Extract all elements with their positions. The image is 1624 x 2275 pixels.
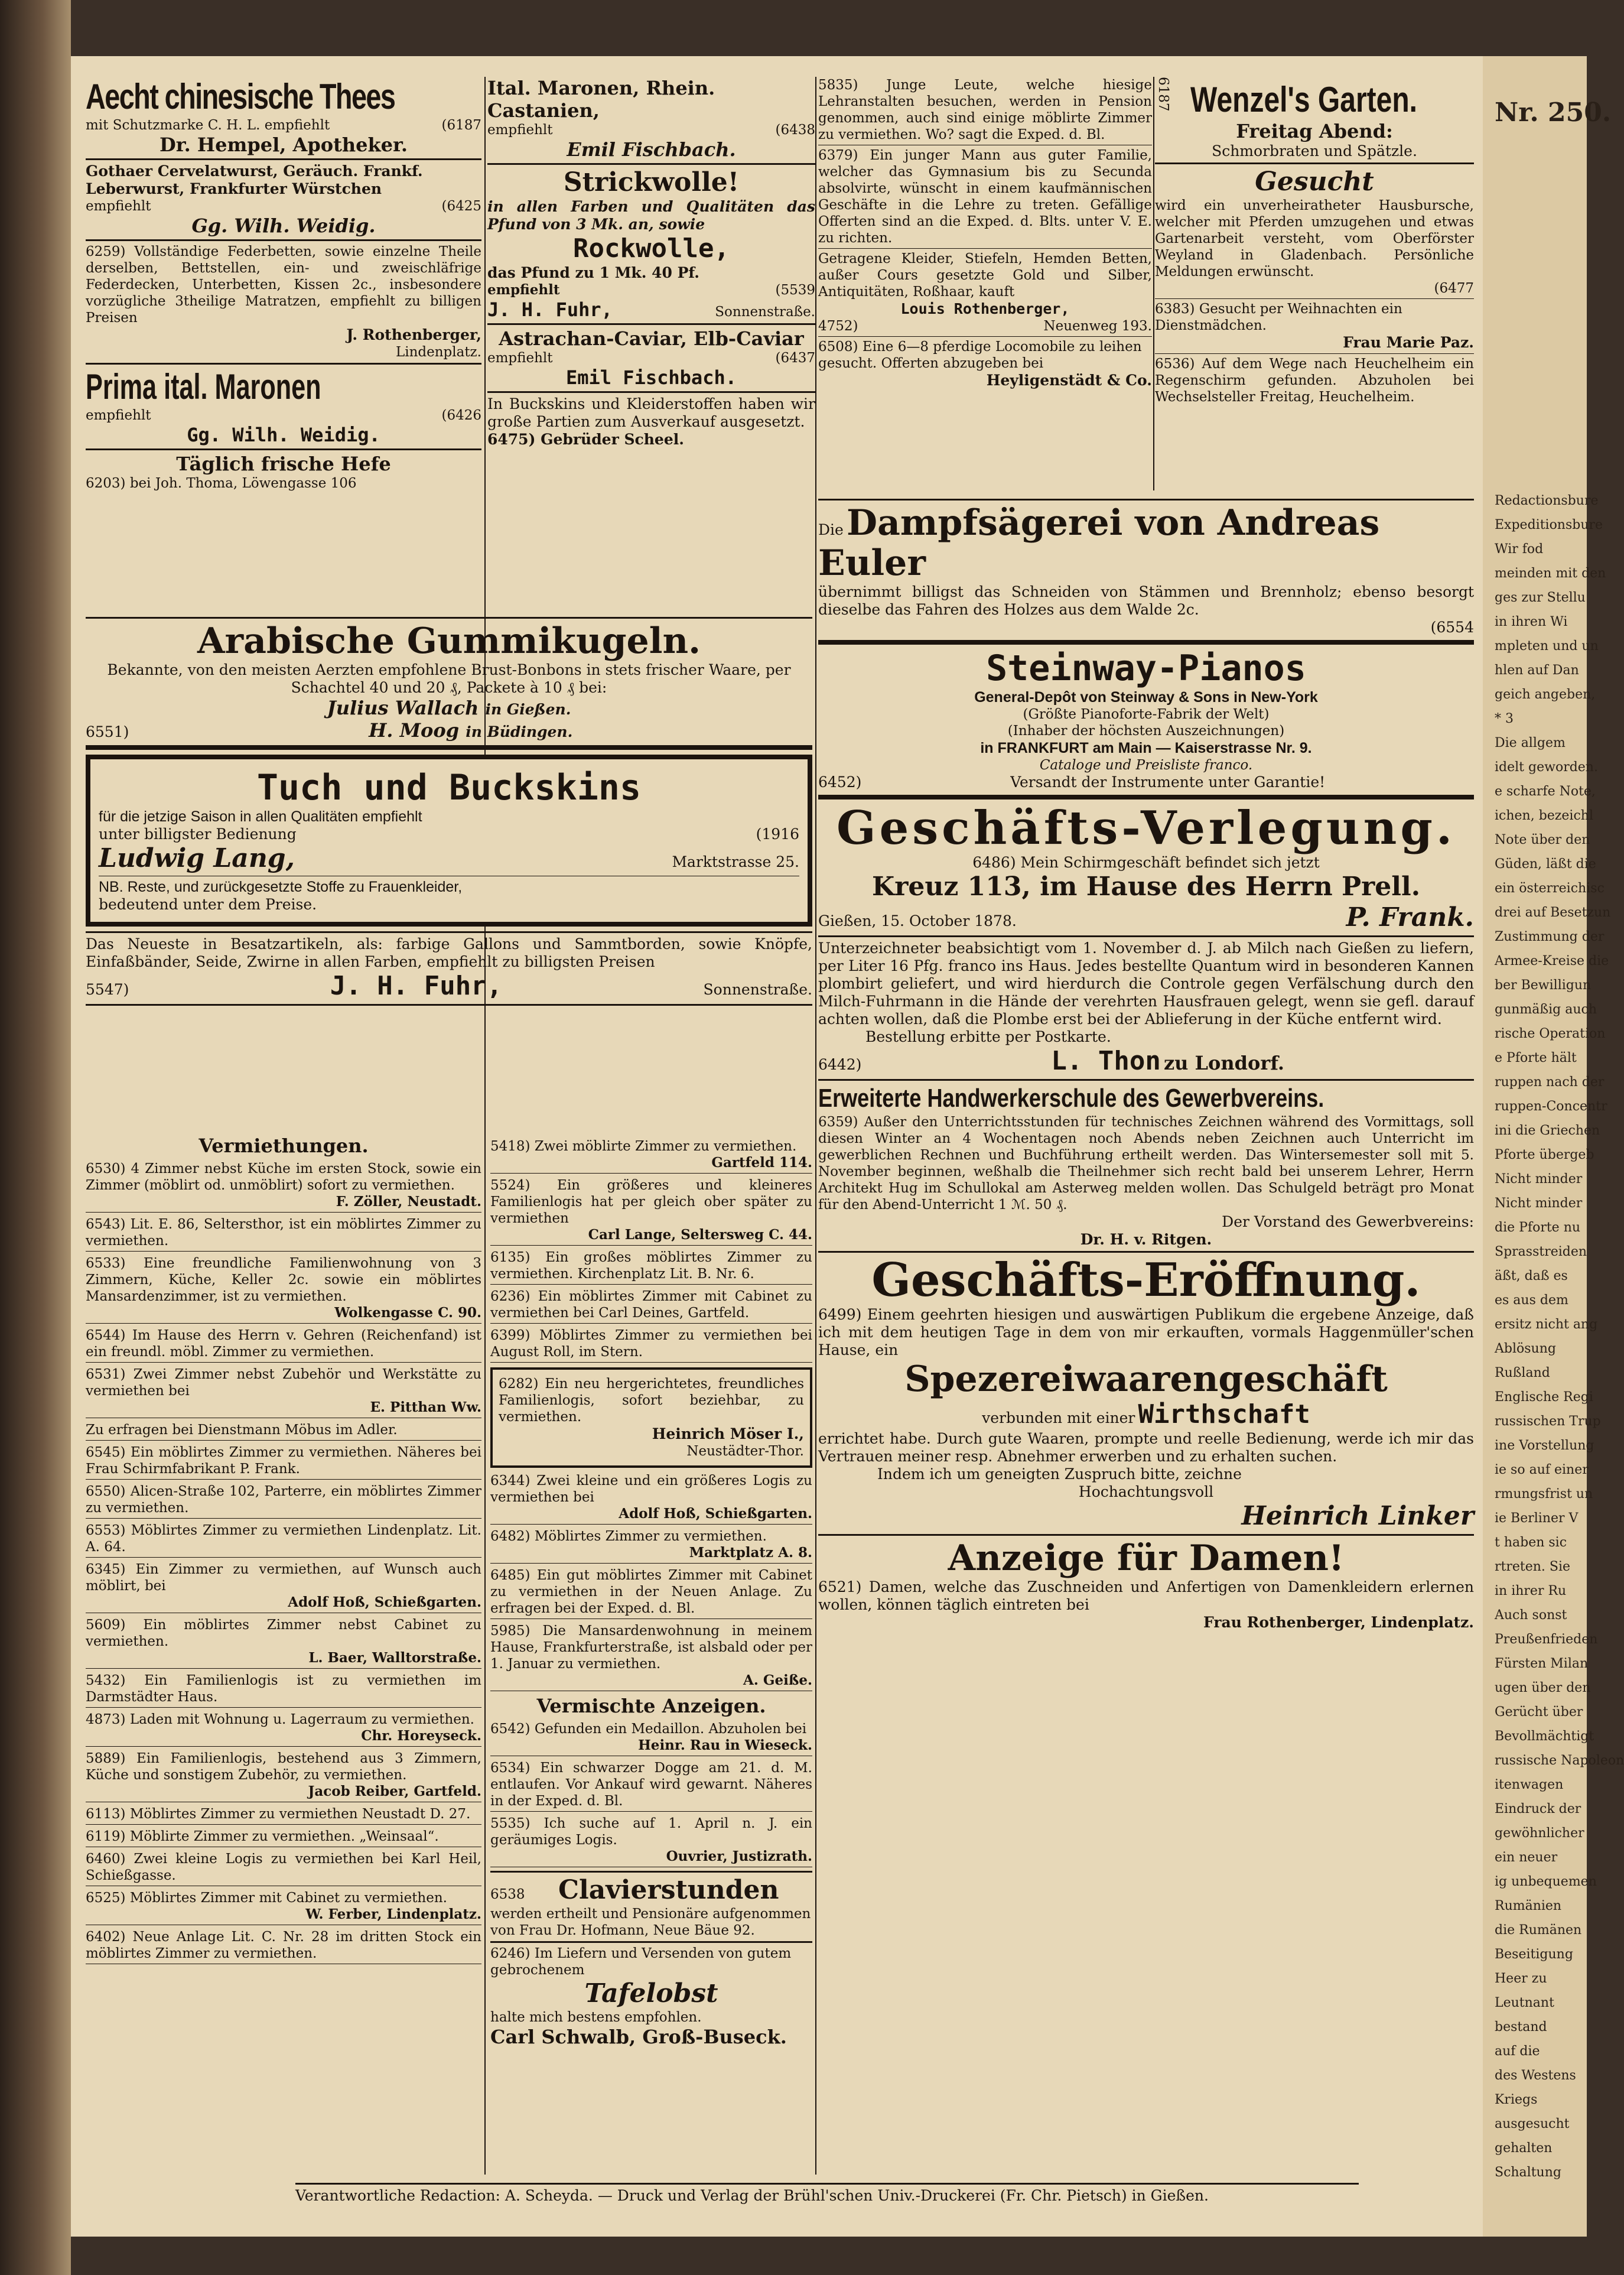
- damen-sig: Frau Rothenberger, Lindenplatz.: [1203, 1614, 1474, 1631]
- verlegung-firm: P. Frank.: [1346, 902, 1474, 932]
- list-item-text: 6485) Ein gut möblirtes Zimmer mit Cabinet zu vermiethen in der Neuen Anlage. Zu erfragen bei der Exped. d. Bl.: [490, 1568, 812, 1616]
- next-page-line: Note über den: [1495, 833, 1590, 847]
- list-item: [86, 1327, 481, 1363]
- buckskins-text: In Buckskins und Kleiderstoffen haben wir große Partien zum Ausverkauf ausgesetzt.: [487, 395, 815, 430]
- gewerb-title: Erweiterte Handwerkerschule des Gewerbvereins.: [818, 1084, 1324, 1113]
- list-item: [86, 1161, 481, 1213]
- next-page-line: Ablösung: [1495, 1341, 1556, 1356]
- milch-firm: L. Thon: [1051, 1046, 1161, 1076]
- federbetten-firm: J. Rothenberger,: [346, 326, 481, 343]
- next-page-line: Zustimmung der: [1495, 930, 1605, 944]
- list-item: [86, 1444, 481, 1480]
- list-item-text: 6399) Möblirtes Zimmer zu vermiethen bei August Roll, im Stern.: [490, 1328, 812, 1360]
- next-page-line: Eindruck der: [1495, 1802, 1581, 1816]
- next-page-line: Englische Regi: [1495, 1390, 1593, 1405]
- milch-place: zu Londorf.: [1163, 1052, 1284, 1074]
- list-item-text: 6553) Möblirtes Zimmer zu vermiethen Lindenplatz. Lit. A. 64.: [86, 1523, 481, 1555]
- list-item-text: 5535) Ich suche auf 1. April n. J. ein geräumiges Logis.: [490, 1816, 812, 1848]
- list-item-text: 6545) Ein möblirtes Zimmer zu vermiethen. Näheres bei Frau Schirmfabrikant P. Frank.: [86, 1445, 481, 1477]
- tuch-line1: für die jetzige Saison in allen Qualitäten empfiehlt: [99, 808, 422, 825]
- column-3-top: [818, 77, 1152, 389]
- list-item-text: 6542) Gefunden ein Medaillon. Abzuholen bei: [490, 1721, 807, 1737]
- strick-title: Strickwolle!: [563, 167, 740, 197]
- tafel-pre: 6246) Im Liefern und Versenden von gutem gebrochenem: [490, 1946, 792, 1978]
- damen-title: Anzeige für Damen!: [948, 1538, 1345, 1579]
- column-rule: [815, 77, 816, 2175]
- list-item: [86, 1929, 481, 1964]
- next-page-line: bestand: [1495, 2020, 1547, 2034]
- imprint-footer: [295, 2180, 1359, 2204]
- next-page-line: hlen auf Dan: [1495, 663, 1579, 678]
- tafel-post: halte mich bestens empfohlen.: [490, 2010, 702, 2025]
- eroeffnung-shop: Spezereiwaarengeschäft: [904, 1358, 1388, 1400]
- box-text: 6282) Ein neu hergerichtetes, freundliches Familienlogis, sofort beziehbar, zu vermiethen.: [499, 1376, 804, 1425]
- gesucht-text: wird ein unverheiratheter Hausbursche, welcher mit Pferden umzugehen und etwas Gartenarbeit versteht, vom Oberförster Weyland in Gladenbach. Persönliche Meldungen erwünscht.: [1155, 197, 1474, 280]
- list-item-text: 5985) Die Mansardenwohnung in meinem Hause, Frankfurterstraße, ist alsbald oder per 1. Januar zu vermiethen.: [490, 1623, 812, 1672]
- column-4-top: [1155, 77, 1474, 405]
- thees-firm: Dr. Hempel, Apotheker.: [159, 134, 408, 156]
- next-page-line: drei auf Besetzun: [1495, 905, 1611, 920]
- next-page-line: Expeditionsbure: [1495, 518, 1603, 532]
- steinway-line2: (Größte Pianoforte-Fabrik der Welt): [1023, 707, 1270, 722]
- verm-title: Vermiethungen.: [198, 1135, 369, 1157]
- list-item: [490, 1567, 812, 1619]
- next-page-line: mpleten und un: [1495, 639, 1599, 654]
- tuch-addr: Marktstrasse 25.: [672, 853, 799, 870]
- list-item-text: 6344) Zwei kleine und ein größeres Logis zu vermiethen bei: [490, 1473, 812, 1505]
- list-item-text: 6482) Möblirtes Zimmer zu vermiethen.: [490, 1529, 767, 1544]
- next-page-line: russische Napoleon: [1495, 1753, 1624, 1768]
- gewerb-sig1: Der Vorstand des Gewerbvereins:: [1222, 1213, 1474, 1230]
- mann-text: 6379) Ein junger Mann aus guter Familie, welcher das Gymnasium bis zu Secunda absolvirte, wünscht in einem kaufmännischen Geschäfte in die Lehre zu treten. Gefällige Offerten sind an die Exped. d. Blts. unter V. E. zu richten.: [818, 148, 1152, 246]
- list-item-signature: Gartfeld 114.: [711, 1155, 812, 1171]
- next-page-line: e scharfe Note,: [1495, 784, 1596, 799]
- next-page-line: die Rumänen: [1495, 1923, 1582, 1938]
- wenzel-line1: Freitag Abend:: [1236, 119, 1393, 142]
- kleider-num: 4752): [818, 318, 858, 334]
- gummi-place2: in Büdingen.: [466, 723, 573, 740]
- tuch-title: Tuch und Buckskins: [256, 767, 642, 808]
- maronen-empf: empfiehlt: [86, 408, 151, 423]
- list-item-text: 6460) Zwei kleine Logis zu vermiethen bei Karl Heil, Schießgasse.: [86, 1851, 481, 1883]
- list-item-text: 4873) Laden mit Wohnung u. Lagerraum zu vermiethen.: [86, 1712, 474, 1727]
- milch-text: Unterzeichneter beabsichtigt vom 1. November d. J. ab Milch nach Gießen zu liefern, per Liter 16 Pfg. franco ins Haus. Jedes bestellte Quantum wird in besonderen Kannen plombirt geliefert, und wird hierdurch die Controle gegen Verfälschung durch den Milch-Fuhrmann in die Hände der verehrten Hausfrauen gelegt, wenn sie gefl. darauf achten wollen, daß die Plombe erst bei der Ablieferung in der Küche entfernt wird.: [818, 940, 1474, 1028]
- column-rule: [1153, 77, 1154, 490]
- steinway-line6: Versandt der Instrumente unter Garantie!: [1010, 774, 1326, 791]
- dienst-sig: Frau Marie Paz.: [1343, 333, 1474, 351]
- gummi-ad: [86, 615, 812, 1008]
- list-item: [490, 1177, 812, 1246]
- gummi-place1: in Gießen.: [485, 701, 571, 718]
- next-page-line: Pforte übergeb: [1495, 1148, 1594, 1162]
- list-item-text: 6543) Lit. E. 86, Seltersthor, ist ein möblirtes Zimmer zu vermiethen.: [86, 1217, 481, 1249]
- milch-bestellung: Bestellung erbitte per Postkarte.: [865, 1028, 1111, 1045]
- next-page-line: ber Bewilligun: [1495, 978, 1592, 993]
- next-page-line: äßt, daß es: [1495, 1269, 1568, 1283]
- next-page-line: gehalten: [1495, 2141, 1553, 2156]
- list-item-text: 6550) Alicen-Straße 102, Parterre, ein möblirtes Zimmer zu vermiethen.: [86, 1484, 481, 1516]
- eroeffnung-firm: Heinrich Linker: [1241, 1501, 1474, 1531]
- list-item-text: 6135) Ein großes möblirtes Zimmer zu vermiethen. Kirchenplatz Lit. B. Nr. 6.: [490, 1250, 812, 1282]
- next-page-line: ruppen nach der: [1495, 1075, 1605, 1090]
- steinway-line4: in FRANKFURT am Main — Kaiserstrasse Nr. 9.: [980, 740, 1312, 756]
- gummi-firm1: Julius Wallach: [327, 697, 479, 719]
- besatz-text: Das Neueste in Besatzartikeln, als: farbige Gallons und Sammtborden, sowie Knöpfe, Einfaßbänder, Seide, Zwirne in allen Farben, empfiehlt zu billigsten Preisen: [86, 935, 812, 970]
- vermiethungen: [86, 1135, 481, 1968]
- next-page-line: Bevollmächtigt: [1495, 1729, 1594, 1744]
- maronen-firm: Gg. Wilh. Weidig.: [187, 424, 380, 446]
- next-page-line: rische Operation: [1495, 1026, 1606, 1041]
- list-item-signature: Adolf Hoß, Schießgarten.: [619, 1506, 812, 1522]
- besatz-num: 5547): [86, 981, 129, 998]
- steinway-line5: Cataloge und Preisliste franco.: [1039, 758, 1253, 773]
- next-page-line: t haben sic: [1495, 1535, 1567, 1550]
- next-page-line: russischen Trup: [1495, 1414, 1601, 1429]
- next-page-line: ein neuer: [1495, 1850, 1558, 1865]
- next-page-line: idelt geworden.: [1495, 760, 1598, 775]
- next-page-line: Heer zu: [1495, 1971, 1547, 1986]
- rock-empf: empfiehlt: [487, 282, 560, 298]
- next-page-line: Redactionsbure: [1495, 493, 1599, 508]
- eroeffnung-wirth: Wirthschaft: [1138, 1399, 1310, 1429]
- column-1-top: [86, 77, 481, 492]
- list-item-text: 5432) Ein Familienlogis ist zu vermiethen im Darmstädter Haus.: [86, 1673, 481, 1705]
- list-item: [86, 1216, 481, 1252]
- strick-text: in allen Farben und Qualitäten das Pfund von 3 Mk. an, sowie: [487, 198, 815, 233]
- list-item: [490, 1623, 812, 1691]
- gewerb-sig2: Dr. H. v. Ritgen.: [1080, 1231, 1212, 1248]
- next-page-line: Wir fod: [1495, 542, 1544, 557]
- wenzel-title: Wenzel's Garten.: [1190, 79, 1418, 119]
- wenzel-line2: Schmorbraten und Spätzle.: [1212, 142, 1417, 160]
- list-item-signature: Chr. Horeyseck.: [361, 1728, 481, 1744]
- column-2-top: [487, 77, 815, 448]
- list-item-signature: Heinr. Rau in Wieseck.: [638, 1737, 812, 1753]
- tuch-num: (1916: [756, 826, 799, 843]
- milch-num: 6442): [818, 1056, 862, 1073]
- rock-num: (5539: [775, 282, 815, 298]
- next-page-line: Beseitigung: [1495, 1947, 1573, 1962]
- list-item: [490, 1721, 812, 1756]
- column-2-bottom: [490, 1135, 812, 2048]
- list-item-signature: W. Ferber, Lindenplatz.: [305, 1906, 481, 1922]
- list-item: [86, 1422, 481, 1441]
- thees-num: (6187: [441, 118, 481, 133]
- hefe-line: 6203) bei Joh. Thoma, Löwengasse 106: [86, 476, 357, 491]
- list-item: [86, 1561, 481, 1613]
- next-page-line: gunmäßig auch: [1495, 1002, 1597, 1017]
- right-section: [818, 496, 1474, 1632]
- federbetten-text: 6259) Vollständige Federbetten, sowie einzelne Theile derselben, Bettstellen, ein- und zweischläfrige Federdecken, Unterbetten, Kissen 2c., insbesondere vorzügliche 3theilige Matratzen, empfiehlt zu billigen Preisen: [86, 244, 481, 326]
- junge-text: 5835) Junge Leute, welche hiesige Lehranstalten besuchen, werden in Pension genommen, auch sind einige möblirte Zimmer zu vermiethen. Wo? sagt die Exped. d. Bl.: [818, 77, 1152, 142]
- next-page-line: auf die: [1495, 2044, 1540, 2059]
- box-sig: Heinrich Möser I.,: [652, 1425, 804, 1442]
- besatz-addr: Sonnenstraße.: [703, 981, 812, 998]
- caviar-title: Astrachan-Caviar, Elb-Caviar: [499, 327, 804, 350]
- gesucht-title: Gesucht: [1255, 166, 1374, 197]
- hefe-title: Täglich frische Hefe: [176, 453, 391, 475]
- caviar-num: (6437: [775, 350, 815, 366]
- next-page-line: meinden mit den: [1495, 566, 1606, 581]
- rock-firm: J. H. Fuhr,: [487, 298, 613, 321]
- list-item-text: 6533) Eine freundliche Familienwohnung von 3 Zimmern, Küche, Keller 2c. sowie ein möblirtes Mansardenzimmer, ist zu vermiethen.: [86, 1256, 481, 1304]
- list-item: [490, 1288, 812, 1324]
- list-item-text: 5609) Ein möblirtes Zimmer nebst Cabinet zu vermiethen.: [86, 1617, 481, 1649]
- list-item-text: 6544) Im Hause des Herrn v. Gehren (Reichenfand) ist ein freundl. möbl. Zimmer zu vermiethen.: [86, 1328, 481, 1360]
- next-page-line: ugen über den: [1495, 1681, 1591, 1695]
- steinway-num: 6452): [818, 774, 862, 791]
- next-page-line: ausgesucht: [1495, 2117, 1570, 2131]
- loco-firm: Heyligenstädt & Co.: [986, 372, 1152, 389]
- list-item: [86, 1711, 481, 1747]
- eroeffnung-verb: verbunden mit einer: [982, 1409, 1135, 1426]
- next-page-line: * 3: [1495, 711, 1514, 726]
- list-item-signature: Wolkengasse C. 90.: [334, 1305, 481, 1321]
- next-page-line: Nicht minder: [1495, 1172, 1583, 1187]
- next-page-line: ruppen-Concentr: [1495, 1099, 1607, 1114]
- next-page-line: ie so auf einer: [1495, 1462, 1589, 1477]
- next-page-line: Die allgem: [1495, 736, 1566, 750]
- rock-text: das Pfund zu 1 Mk. 40 Pf.: [487, 264, 699, 281]
- list-item: [86, 1828, 481, 1847]
- kleider-addr: Neuenweg 193.: [1043, 318, 1152, 334]
- column-rule: [484, 77, 486, 2175]
- tafel-title: Tafelobst: [584, 1978, 718, 2008]
- next-page-line: gewöhnlicher: [1495, 1826, 1584, 1841]
- next-page-line: es aus dem: [1495, 1293, 1568, 1308]
- list-item: [86, 1617, 481, 1669]
- next-page-line: ine Vorstellung: [1495, 1438, 1594, 1453]
- list-item-text: 5889) Ein Familienlogis, bestehend aus 3 Zimmern, Küche und sonstigem Zubehör, zu vermiethen.: [86, 1751, 481, 1783]
- verlegung-date: Gießen, 15. October 1878.: [818, 912, 1017, 930]
- list-item: [86, 1483, 481, 1519]
- steinway-title: Steinway-Pianos: [986, 648, 1306, 689]
- next-page-line: Nicht minder: [1495, 1196, 1583, 1211]
- next-page-line: Fürsten Milan: [1495, 1656, 1589, 1671]
- tuch-nb2: bedeutend unter dem Preise.: [99, 896, 317, 913]
- euler-num: (6554: [1430, 619, 1474, 636]
- next-page-line: Leutnant: [1495, 1996, 1554, 2010]
- list-item-signature: Adolf Hoß, Schießgarten.: [288, 1594, 481, 1610]
- gewerb-text: 6359) Außer den Unterrichtsstunden für technisches Zeichnen während des Vormittags, soll diesen Winter an 4 Wochentagen noch Abends neben Zeichnen auch Unterricht im gewerblichen Rechnen und Buchführung ertheilt werden. Das Wintersemester soll mit 5. November beginnen, weßhalb die Theilnehmer sich recht bald bei unserem Lehrer, Herrn Architekt Hug im Schullokal am Asterweg melden wollen. Das Schulgeld beträgt pro Monat für den Abend-Unterricht 1 ℳ. 50 ₰.: [818, 1114, 1474, 1213]
- steinway-line3: (Inhaber der höchsten Auszeichnungen): [1007, 723, 1285, 739]
- verlegung-title: Geschäfts-Verlegung.: [836, 801, 1456, 855]
- next-page-line: ini die Griechen: [1495, 1123, 1600, 1138]
- euler-text: übernimmt billigst das Schneiden von Stämmen und Brennholz; ebenso besorgt dieselbe das Fahren des Holzes aus dem Walde 2c.: [818, 583, 1474, 618]
- next-page-line: in ihrer Ru: [1495, 1584, 1567, 1598]
- gesucht-num: (6477: [1434, 280, 1474, 296]
- kleider-firm: Louis Rothenberger,: [900, 300, 1070, 317]
- next-page-line: ersitz nicht ang: [1495, 1317, 1598, 1332]
- caviar-empf: empfiehlt: [487, 350, 553, 366]
- gothaer-empf: empfiehlt: [86, 199, 151, 214]
- clavier-text: werden ertheilt und Pensionäre aufgenommen von Frau Dr. Hofmann, Neue Bäue 92.: [490, 1906, 811, 1938]
- list-item-text: 6119) Möblirte Zimmer zu vermiethen. „Weinsaal“.: [86, 1829, 439, 1844]
- next-page-line: itenwagen: [1495, 1777, 1564, 1792]
- kleider-text: Getragene Kleider, Stiefeln, Hemden Betten, außer Cours gesetzte Gold und Silber, Antiquitäten, Roßhaar, kauft: [818, 251, 1152, 300]
- gummi-title: Arabische Gummikugeln.: [197, 620, 701, 662]
- next-page-line: rmungsfrist un: [1495, 1487, 1593, 1502]
- wenzel-num: 6187: [1156, 77, 1171, 112]
- next-page-line: rtreten. Sie: [1495, 1559, 1571, 1574]
- list-item-text: 6402) Neue Anlage Lit. C. Nr. 28 im dritten Stock ein möblirtes Zimmer zu vermiethen.: [86, 1929, 481, 1961]
- next-page-line: Armee-Kreise die: [1495, 954, 1609, 968]
- next-page-line: Gerücht über: [1495, 1705, 1583, 1720]
- gummi-firm2: H. Moog: [369, 719, 460, 742]
- next-page-line: Kriegs: [1495, 2092, 1538, 2107]
- gummi-text: Bekannte, von den meisten Aerzten empfohlene Brust-Bonbons in stets frischer Waare, per Schachtel 40 und 20 ₰, Packete à 10 ₰ bei:: [107, 661, 791, 696]
- euler-title: Dampfsägerei von Andreas Euler: [818, 502, 1380, 584]
- list-item-signature: F. Zöller, Neustadt.: [336, 1194, 481, 1210]
- list-item: [86, 1255, 481, 1324]
- maronen-num: (6426: [441, 408, 481, 423]
- next-page-line: geich angeben,: [1495, 687, 1596, 702]
- tafel-firm: Carl Schwalb, Groß-Buseck.: [490, 2026, 787, 2048]
- next-page-line: ein österreichisc: [1495, 881, 1605, 896]
- list-item: [490, 1249, 812, 1285]
- loco-text: 6508) Eine 6—8 pferdige Locomobile zu leihen gesucht. Offerten abzugeben bei: [818, 339, 1142, 371]
- dienst-text: 6383) Gesucht per Weihnachten ein Dienstmädchen.: [1155, 301, 1402, 333]
- c2-maronen-empf: empfiehlt: [487, 122, 553, 138]
- damen-text: 6521) Damen, welche das Zuschneiden und Anfertigen von Damenkleidern erlernen wollen, können täglich eintreten bei: [818, 1578, 1474, 1613]
- list-item-signature: E. Pitthan Ww.: [370, 1399, 481, 1415]
- next-page-line: ges zur Stellu: [1495, 590, 1586, 605]
- list-item-signature: Carl Lange, Seltersweg C. 44.: [588, 1227, 812, 1243]
- next-page-line: Rußland: [1495, 1366, 1550, 1380]
- c2-maronen-num: (6438: [775, 122, 815, 138]
- list-item: [490, 1327, 812, 1363]
- eroeffnung-title: Geschäfts-Eröffnung.: [871, 1253, 1421, 1307]
- list-item-signature: Jacob Reiber, Gartfeld.: [308, 1783, 481, 1799]
- next-page-line: Schaltung: [1495, 2165, 1561, 2180]
- book-spine: [0, 0, 71, 2275]
- list-item-text: 6113) Möblirtes Zimmer zu vermiethen Neustadt D. 27.: [86, 1806, 471, 1822]
- clavier-num: 6538: [490, 1887, 525, 1902]
- next-page-line: Rumänien: [1495, 1899, 1562, 1913]
- next-page-edge: [1483, 56, 1624, 2237]
- list-item-text: 5524) Ein größeres und kleineres Familienlogis hat per gleich ober später zu vermiethen: [490, 1178, 812, 1226]
- next-page-line: Preußenfrieden: [1495, 1632, 1598, 1647]
- maronen-title: Prima ital. Maronen: [86, 367, 321, 407]
- verm-anzeigen-title: Vermischte Anzeigen.: [536, 1695, 766, 1717]
- next-page-line: e Pforte hält: [1495, 1051, 1577, 1065]
- list-item-text: 6525) Möblirtes Zimmer mit Cabinet zu vermiethen.: [86, 1890, 447, 1906]
- list-item: [86, 1522, 481, 1558]
- list-item: [490, 1760, 812, 1812]
- list-item-text: 5418) Zwei möblirte Zimmer zu vermiethen.: [490, 1139, 797, 1154]
- list-item-text: Zu erfragen bei Dienstmann Möbus im Adler.: [86, 1422, 398, 1438]
- thees-text: mit Schutzmarke C. H. L. empfiehlt: [86, 118, 330, 133]
- next-page-line: ig unbequemen: [1495, 1874, 1597, 1889]
- rock-title: Rockwolle,: [573, 233, 730, 264]
- eroeffnung-hoch: Hochachtungsvoll: [1078, 1483, 1214, 1500]
- verlegung-text: 6486) Mein Schirmgeschäft befindet sich jetzt: [972, 854, 1320, 871]
- list-item-text: 6534) Ein schwarzer Dogge am 21. d. M. entlaufen. Vor Ankauf wird gewarnt. Näheres in der Exped. d. Bl.: [490, 1760, 812, 1809]
- list-item: [86, 1366, 481, 1418]
- gummi-num: 6551): [86, 723, 129, 740]
- list-item-text: 6236) Ein möblirtes Zimmer mit Cabinet zu vermiethen bei Carl Deines, Gartfeld.: [490, 1289, 812, 1321]
- caviar-firm: Emil Fischbach.: [566, 366, 737, 389]
- list-item: [490, 1138, 812, 1174]
- list-item: [490, 1815, 812, 1867]
- euler-pre: Die: [818, 521, 844, 538]
- eroeffnung-text3: Indem ich um geneigten Zuspruch bitte, zeichne: [877, 1465, 1242, 1483]
- buckskins-line: 6475) Gebrüder Scheel.: [487, 431, 684, 448]
- list-item: [490, 1473, 812, 1525]
- next-page-line: in ihren Wi: [1495, 615, 1568, 629]
- next-page-line: Güden, läßt die: [1495, 857, 1596, 872]
- list-item: [490, 1528, 812, 1564]
- next-page-line: ie Berliner V: [1495, 1511, 1579, 1526]
- federbetten-addr: Lindenplatz.: [395, 344, 481, 360]
- eroeffnung-text1: 6499) Einem geehrten hiesigen und auswärtigen Publikum die ergebene Anzeige, daß ich mit dem heutigen Tage in dem von mir erkauften, vormals Haggenmüller'schen Hause, ein: [818, 1306, 1474, 1358]
- tuch-firm: Ludwig Lang,: [99, 843, 295, 873]
- gothaer-num: (6425: [441, 199, 481, 214]
- next-page-header: Nr. 250.: [1495, 98, 1612, 128]
- list-item: [86, 1750, 481, 1802]
- footer-text: Verantwortliche Redaction: A. Scheyda. — Druck und Verlag der Brühl'schen Univ.-Druckerei (Fr. Chr. Pietsch) in Gießen.: [295, 2187, 1209, 2204]
- tuch-box: [86, 755, 812, 927]
- steinway-line1: General-Depôt von Steinway & Sons in New-York: [974, 689, 1318, 706]
- thees-title: Aecht chinesische Thees: [86, 77, 395, 116]
- verlegung-addr: Kreuz 113, im Hause des Herrn Prell.: [871, 872, 1421, 902]
- list-item-signature: Ouvrier, Justizrath.: [666, 1848, 812, 1864]
- gothaer-text: Gothaer Cervelatwurst, Geräuch. Frankf. Leberwurst, Frankfurter Würstchen: [86, 162, 423, 197]
- next-page-line: ichen, bezeichl: [1495, 808, 1593, 823]
- list-item-text: 6531) Zwei Zimmer nebst Zubehör und Werkstätte zu vermiethen bei: [86, 1367, 481, 1399]
- schirm-text: 6536) Auf dem Wege nach Heuchelheim ein Regenschirm gefunden. Abzuholen bei Wechselsteller Freitag, Heuchelheim.: [1155, 356, 1474, 405]
- list-item: [86, 1890, 481, 1925]
- moeser-box: [490, 1367, 812, 1468]
- list-item-text: 6530) 4 Zimmer nebst Küche im ersten Stock, sowie ein Zimmer (möblirt od. unmöblirt) sofort zu vermiethen.: [86, 1161, 481, 1193]
- gothaer-firm: Gg. Wilh. Weidig.: [191, 214, 376, 237]
- c2-maronen-title: Ital. Maronen, Rhein. Castanien,: [487, 77, 715, 122]
- clavier-title: Clavierstunden: [558, 1875, 779, 1905]
- list-item: [86, 1672, 481, 1708]
- box-addr: Neustädter-Thor.: [686, 1444, 804, 1459]
- eroeffnung-text2: errichtet habe. Durch gute Waaren, prompte und reelle Bedienung, werde ich mir das Vertrauen meiner resp. Abnehmer erwerben und zu erhalten suchen.: [818, 1430, 1474, 1465]
- list-item-text: 6345) Ein Zimmer zu vermiethen, auf Wunsch auch möblirt, bei: [86, 1562, 481, 1594]
- list-item: [86, 1806, 481, 1825]
- next-page-line: Sprasstreiden: [1495, 1244, 1587, 1259]
- c2-maronen-firm: Emil Fischbach.: [567, 138, 736, 161]
- list-item-signature: A. Geiße.: [743, 1672, 812, 1688]
- next-page-line: des Westens: [1495, 2068, 1576, 2083]
- tuch-nb: NB. Reste, und zurückgesetzte Stoffe zu Frauenkleider,: [99, 879, 463, 895]
- tuch-line2: unter billigster Bedienung: [99, 826, 297, 843]
- next-page-line: Auch sonst: [1495, 1608, 1567, 1623]
- rock-addr: Sonnenstraße.: [715, 304, 815, 320]
- next-page-line: die Pforte nu: [1495, 1220, 1581, 1235]
- list-item: [86, 1851, 481, 1886]
- list-item-signature: L. Baer, Walltorstraße.: [308, 1650, 481, 1666]
- besatz-firm: J. H. Fuhr,: [330, 971, 503, 1001]
- list-item-signature: Marktplatz A. 8.: [689, 1545, 812, 1561]
